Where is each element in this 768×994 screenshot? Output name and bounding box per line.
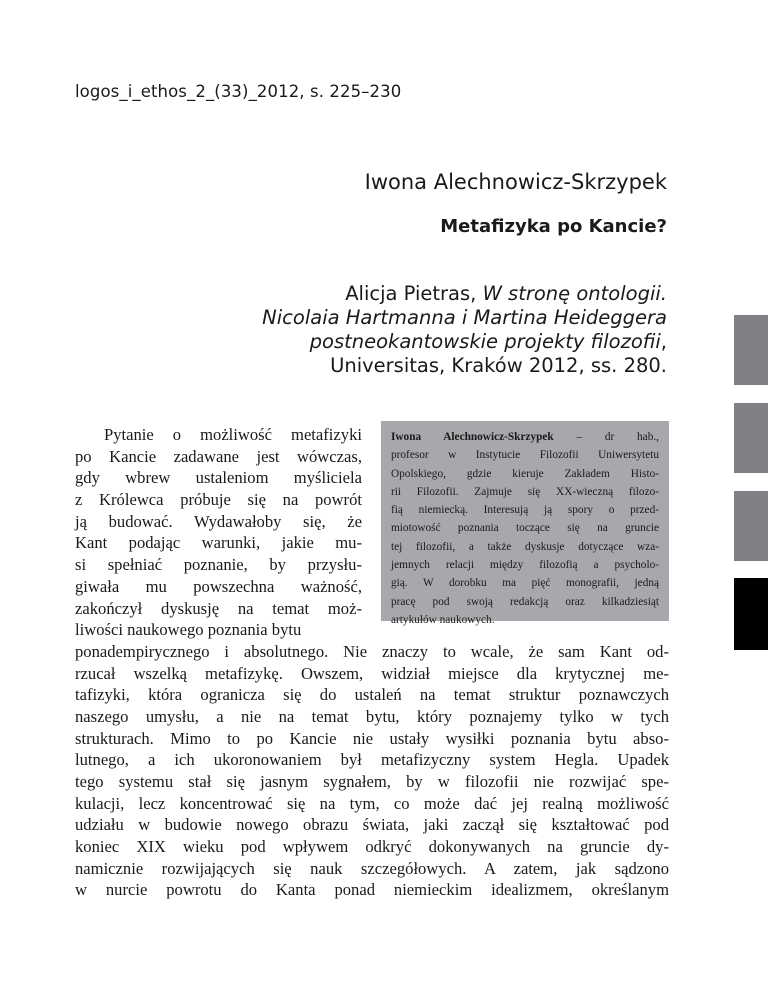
body-line: lutnego, a ich ukoronowaniem był metafizyczny system Hegla. Upadek (75, 750, 669, 770)
body-line: Kant podając warunki, jakie mu- (75, 533, 362, 553)
body-line: Pytanie o możliwość metafizyki (104, 425, 362, 444)
bio-line: artykułów naukowych. (391, 613, 495, 626)
bio-line: Opolskiego, gdzie kieruje Zakładem Histo- (391, 467, 659, 480)
body-line: zakończył dyskusję na temat moż- (75, 598, 362, 618)
bio-line: gią. W dorobku ma pięć monografii, jedną (391, 577, 659, 590)
bio-line: tej filozofii, a także dyskusje dotyczące wza- (391, 540, 659, 553)
bio-line: pracę pod swoją redakcją oraz kilkadziesiąt (391, 595, 659, 608)
section-tab-marker-active (734, 578, 768, 650)
body-line: ją budować. Wydawałoby się, że (75, 511, 362, 531)
body-line: tafizyki, która ogranicza się do ustaleń na temat struktur poznawczych (75, 685, 669, 705)
body-line: w nurcie powrotu do Kanta ponad niemieckim idealizmem, określanym (75, 880, 669, 900)
body-line: namicznie rozwijających się nauk szczegółowych. A zatem, jak sądzono (75, 858, 669, 878)
article-body (75, 424, 669, 901)
body-line: po Kancie zadawane jest wówczas, (75, 446, 362, 466)
reviewed-book-title-part-3: postneokantowskie projekty filozofii (309, 330, 661, 353)
body-line: ponadempirycznego i absolutnego. Nie znaczy to wcale, że sam Kant od- (75, 641, 669, 661)
bio-line: miotowość poznania toczące się na gruncie (391, 522, 659, 535)
body-line: rzucał wszelką metafizykę. Owszem, widział miejsce dla krytycznej me- (75, 663, 669, 683)
body-line: si spełniać poznanie, by przysłu- (75, 555, 362, 575)
reviewed-book-publisher: Universitas, Kraków 2012, ss. 280. (330, 354, 667, 377)
body-line: giwała mu powszechna ważność, (75, 576, 362, 596)
bio-line: profesor w Instytucie Filozofii Uniwersytetu (391, 449, 659, 462)
reviewed-book-author: Alicja Pietras, (345, 282, 483, 305)
bio-line: rii Filozofii. Zajmuje się XX-wieczną filozo- (391, 485, 659, 498)
review-ref-line-1 (187, 282, 667, 306)
reviewed-book-title-part-2: Nicolaia Hartmanna i Martina Heideggera (262, 306, 667, 329)
review-ref-separator: , (660, 330, 667, 353)
section-tab-marker (734, 315, 768, 385)
section-tab-marker (734, 491, 768, 561)
body-line: z Królewca próbuje się na powrót (75, 490, 362, 510)
body-line: gdy wbrew ustaleniom myśliciela (75, 468, 362, 488)
bio-line: fią niemiecką. Interesują ją spory o przed- (391, 504, 659, 517)
journal-reference: logos_i_ethos_2_(33)_2012, s. 225–230 (75, 82, 402, 101)
reviewed-book-reference (187, 282, 667, 378)
bio-author-name: Iwona Alechnowicz-Skrzypek (391, 431, 554, 443)
article-title: Metafizyka po Kancie? (440, 216, 667, 237)
article-author: Iwona Alechnowicz-Skrzypek (364, 170, 667, 194)
review-ref-line-2 (187, 306, 667, 330)
body-line: strukturach. Mimo to po Kancie nie ustały wysiłki poznania bytu abso- (75, 728, 669, 748)
body-line: kulacji, lecz koncentrować się na tym, co może dać jej realną możliwość (75, 793, 669, 813)
review-ref-line-3 (187, 330, 667, 354)
body-line: koniec XIX wieku pod wpływem odkryć dokonywanych na gruncie dy- (75, 837, 669, 857)
body-line: liwości naukowego poznania bytu (75, 620, 302, 640)
bio-line: jemnych relacji między filozofią a psycholo- (391, 559, 659, 572)
body-line: naszego umysłu, a nie na temat bytu, który poznajemy tylko w tych (75, 706, 669, 726)
section-tab-marker (734, 403, 768, 473)
body-line: udziału w budowie nowego obrazu świata, jaki zaczął się kształtować pod (75, 815, 669, 835)
reviewed-book-title-part-1: W stronę ontologii. (482, 282, 667, 305)
body-line: tego systemu stał się jasnym sygnałem, by w filozofii nie rozwijać spe- (75, 772, 669, 791)
bio-line-text: – dr hab., (553, 431, 659, 443)
